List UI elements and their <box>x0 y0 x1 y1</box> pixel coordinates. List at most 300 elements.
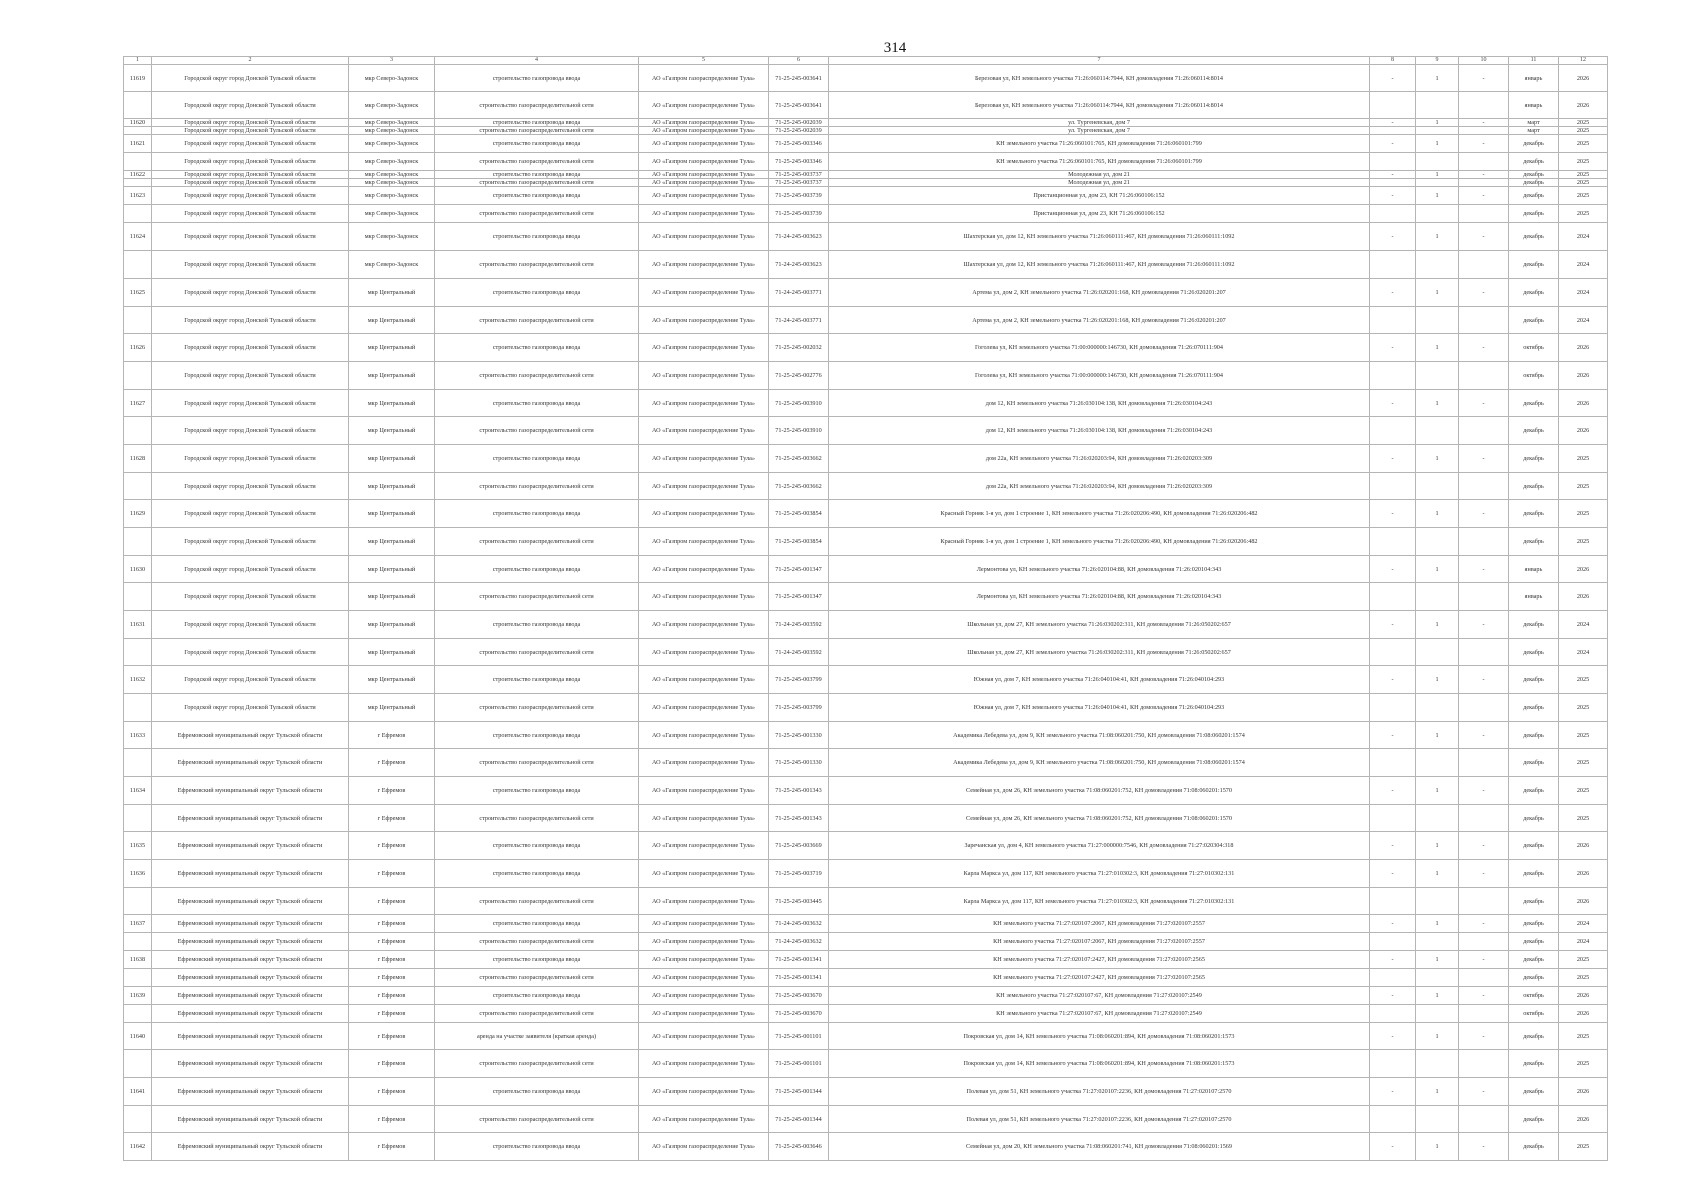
month-cell: декабрь <box>1509 888 1559 915</box>
value-10-cell: - <box>1459 1078 1509 1106</box>
value-8-cell: - <box>1370 951 1416 969</box>
page-number: 314 <box>883 40 907 56</box>
organization-cell: АО «Газпром газораспределение Тула» <box>639 722 769 749</box>
record-number-cell <box>124 153 152 171</box>
value-8-cell: - <box>1370 119 1416 127</box>
address-cell: Березовая ул, КН земельного участка 71:26:060114:7944, КН домовладения 71:26:060114:8014 <box>829 92 1370 119</box>
work-type-cell: строительство газопровода ввода <box>435 390 639 417</box>
municipality-cell: Городской округ город Донской Тульской области <box>152 119 349 127</box>
organization-cell: АО «Газпром газораспределение Тула» <box>639 445 769 473</box>
record-number-cell <box>124 583 152 611</box>
table-row <box>124 1005 1608 1023</box>
table-row <box>124 119 1608 127</box>
month-cell: декабрь <box>1509 153 1559 171</box>
address-cell: Лермонтова ул, КН земельного участка 71:26:020104:88, КН домовладения 71:26:020104:343 <box>829 556 1370 583</box>
table-row <box>124 500 1608 528</box>
month-cell: октябрь <box>1509 334 1559 362</box>
work-type-cell: строительство газопровода ввода <box>435 500 639 528</box>
address-cell: Академика Лебедева ул, дом 9, КН земельного участка 71:08:060201:750, КН домовладения 71:08:060201:1574 <box>829 749 1370 777</box>
column-number: 10 <box>1459 57 1509 65</box>
value-9-cell <box>1416 307 1459 334</box>
table-row <box>124 65 1608 92</box>
value-9-cell <box>1416 1106 1459 1133</box>
year-cell: 2025 <box>1559 153 1608 171</box>
value-8-cell <box>1370 969 1416 987</box>
organization-cell: АО «Газпром газораспределение Тула» <box>639 390 769 417</box>
year-cell: 2026 <box>1559 556 1608 583</box>
table-row <box>124 473 1608 500</box>
record-number-cell: 11620 <box>124 119 152 127</box>
work-type-cell: строительство газораспределительной сети <box>435 473 639 500</box>
record-number-cell: 11632 <box>124 666 152 694</box>
organization-cell: АО «Газпром газораспределение Тула» <box>639 1050 769 1078</box>
application-number-cell: 71-25-245-003910 <box>769 390 829 417</box>
table-row <box>124 1023 1608 1050</box>
month-cell: декабрь <box>1509 722 1559 749</box>
year-cell: 2025 <box>1559 500 1608 528</box>
address-cell: Гоголева ул, КН земельного участка 71:00:000000:146730, КН домовладения 71:26:070111:904 <box>829 334 1370 362</box>
organization-cell: АО «Газпром газораспределение Тула» <box>639 279 769 307</box>
organization-cell: АО «Газпром газораспределение Тула» <box>639 1023 769 1050</box>
table-row <box>124 805 1608 832</box>
work-type-cell: строительство газораспределительной сети <box>435 933 639 951</box>
record-number-cell <box>124 1106 152 1133</box>
work-type-cell: строительство газопровода ввода <box>435 556 639 583</box>
organization-cell: АО «Газпром газораспределение Тула» <box>639 860 769 888</box>
work-type-cell: строительство газораспределительной сети <box>435 1106 639 1133</box>
work-type-cell: строительство газопровода ввода <box>435 187 639 205</box>
address-cell: Молодежная ул, дом 21 <box>829 179 1370 187</box>
locality-cell: г Ефремов <box>349 1106 435 1133</box>
organization-cell: АО «Газпром газораспределение Тула» <box>639 951 769 969</box>
record-number-cell <box>124 528 152 556</box>
value-10-cell <box>1459 749 1509 777</box>
record-number-cell: 11634 <box>124 777 152 805</box>
value-8-cell: - <box>1370 915 1416 933</box>
work-type-cell: строительство газопровода ввода <box>435 915 639 933</box>
municipality-cell: Ефремовский муниципальный округ Тульской области <box>152 1005 349 1023</box>
value-8-cell <box>1370 694 1416 722</box>
month-cell: октябрь <box>1509 362 1559 390</box>
value-8-cell <box>1370 639 1416 666</box>
value-8-cell: - <box>1370 445 1416 473</box>
column-number: 11 <box>1509 57 1559 65</box>
work-type-cell: строительство газопровода ввода <box>435 223 639 251</box>
organization-cell: АО «Газпром газораспределение Тула» <box>639 187 769 205</box>
application-number-cell: 71-25-245-003910 <box>769 417 829 445</box>
value-10-cell <box>1459 969 1509 987</box>
locality-cell: г Ефремов <box>349 722 435 749</box>
value-8-cell: - <box>1370 500 1416 528</box>
address-cell: Карла Маркса ул, дом 117, КН земельного участка 71:27:010302:3, КН домовладения 71:27:010302:131 <box>829 860 1370 888</box>
work-type-cell: строительство газораспределительной сети <box>435 417 639 445</box>
work-type-cell: строительство газораспределительной сети <box>435 153 639 171</box>
value-8-cell: - <box>1370 722 1416 749</box>
value-8-cell: - <box>1370 171 1416 179</box>
address-cell: ул. Тургеневская, дом 7 <box>829 127 1370 135</box>
locality-cell: мкр Северо-Задонск <box>349 65 435 92</box>
address-cell: КН земельного участка 71:27:020107:67, КН домовладения 71:27:020107:2549 <box>829 1005 1370 1023</box>
month-cell: январь <box>1509 92 1559 119</box>
work-type-cell: строительство газораспределительной сети <box>435 179 639 187</box>
value-9-cell <box>1416 179 1459 187</box>
year-cell: 2024 <box>1559 307 1608 334</box>
value-10-cell <box>1459 179 1509 187</box>
locality-cell: мкр Северо-Задонск <box>349 119 435 127</box>
work-type-cell: строительство газораспределительной сети <box>435 362 639 390</box>
work-type-cell: строительство газораспределительной сети <box>435 694 639 722</box>
record-number-cell: 11627 <box>124 390 152 417</box>
organization-cell: АО «Газпром газораспределение Тула» <box>639 639 769 666</box>
application-number-cell: 71-25-245-003799 <box>769 694 829 722</box>
record-number-cell <box>124 1050 152 1078</box>
application-number-cell: 71-25-245-003669 <box>769 832 829 860</box>
month-cell: декабрь <box>1509 205 1559 223</box>
application-number-cell: 71-25-245-003854 <box>769 528 829 556</box>
record-number-cell <box>124 251 152 279</box>
application-number-cell: 71-25-245-001330 <box>769 722 829 749</box>
municipality-cell: Ефремовский муниципальный округ Тульской области <box>152 888 349 915</box>
organization-cell: АО «Газпром газораспределение Тула» <box>639 362 769 390</box>
value-8-cell <box>1370 362 1416 390</box>
address-cell: Южная ул, дом 7, КН земельного участка 71:26:040104:41, КН домовладения 71:26:040104:293 <box>829 666 1370 694</box>
value-9-cell <box>1416 362 1459 390</box>
month-cell: декабрь <box>1509 777 1559 805</box>
application-number-cell: 71-25-245-001341 <box>769 951 829 969</box>
locality-cell: мкр Центральный <box>349 445 435 473</box>
application-number-cell: 71-25-245-002039 <box>769 119 829 127</box>
municipality-cell: Городской округ город Донской Тульской области <box>152 187 349 205</box>
locality-cell: мкр Центральный <box>349 500 435 528</box>
year-cell: 2025 <box>1559 805 1608 832</box>
year-cell: 2024 <box>1559 279 1608 307</box>
locality-cell: г Ефремов <box>349 1078 435 1106</box>
year-cell: 2025 <box>1559 666 1608 694</box>
table-row <box>124 969 1608 987</box>
year-cell: 2025 <box>1559 205 1608 223</box>
record-number-cell <box>124 749 152 777</box>
address-cell: КН земельного участка 71:26:060101:765, КН домовладения 71:26:060101:799 <box>829 135 1370 153</box>
value-9-cell <box>1416 694 1459 722</box>
record-number-cell: 11623 <box>124 187 152 205</box>
column-number: 2 <box>152 57 349 65</box>
organization-cell: АО «Газпром газораспределение Тула» <box>639 915 769 933</box>
address-cell: Покровская ул, дом 14, КН земельного участка 71:08:060201:894, КН домовладения 71:08:060201:1573 <box>829 1023 1370 1050</box>
value-10-cell <box>1459 694 1509 722</box>
municipality-cell: Городской округ город Донской Тульской области <box>152 639 349 666</box>
organization-cell: АО «Газпром газораспределение Тула» <box>639 611 769 639</box>
value-8-cell <box>1370 805 1416 832</box>
value-10-cell <box>1459 933 1509 951</box>
application-number-cell: 71-25-245-001330 <box>769 749 829 777</box>
value-10-cell: - <box>1459 951 1509 969</box>
value-9-cell <box>1416 888 1459 915</box>
municipality-cell: Ефремовский муниципальный округ Тульской области <box>152 1023 349 1050</box>
application-number-cell: 71-25-245-003346 <box>769 153 829 171</box>
address-cell: Южная ул, дом 7, КН земельного участка 71:26:040104:41, КН домовладения 71:26:040104:293 <box>829 694 1370 722</box>
application-number-cell: 71-25-245-003646 <box>769 1133 829 1161</box>
month-cell: декабрь <box>1509 639 1559 666</box>
record-number-cell <box>124 127 152 135</box>
application-number-cell: 71-25-245-001344 <box>769 1106 829 1133</box>
year-cell: 2026 <box>1559 390 1608 417</box>
work-type-cell: строительство газопровода ввода <box>435 119 639 127</box>
record-number-cell: 11637 <box>124 915 152 933</box>
application-number-cell: 71-25-245-003854 <box>769 500 829 528</box>
value-9-cell: 1 <box>1416 1078 1459 1106</box>
month-cell: январь <box>1509 556 1559 583</box>
locality-cell: г Ефремов <box>349 987 435 1005</box>
value-10-cell <box>1459 127 1509 135</box>
application-number-cell: 71-25-245-001344 <box>769 1078 829 1106</box>
value-8-cell <box>1370 473 1416 500</box>
work-type-cell: строительство газопровода ввода <box>435 611 639 639</box>
work-type-cell: строительство газораспределительной сети <box>435 805 639 832</box>
address-cell: Артема ул, дом 2, КН земельного участка 71:26:020201:168, КН домовладения 71:26:020201:207 <box>829 279 1370 307</box>
application-number-cell: 71-25-245-001343 <box>769 777 829 805</box>
organization-cell: АО «Газпром газораспределение Тула» <box>639 135 769 153</box>
organization-cell: АО «Газпром газораспределение Тула» <box>639 832 769 860</box>
application-number-cell: 71-24-245-003623 <box>769 251 829 279</box>
locality-cell: мкр Северо-Задонск <box>349 153 435 171</box>
locality-cell: г Ефремов <box>349 969 435 987</box>
organization-cell: АО «Газпром газораспределение Тула» <box>639 556 769 583</box>
month-cell: декабрь <box>1509 832 1559 860</box>
address-cell: Шахтерская ул, дом 12, КН земельного участка 71:26:060111:467, КН домовладения 71:26:060111:1092 <box>829 223 1370 251</box>
application-number-cell: 71-25-245-001341 <box>769 969 829 987</box>
month-cell: март <box>1509 127 1559 135</box>
month-cell: октябрь <box>1509 1005 1559 1023</box>
locality-cell: мкр Северо-Задонск <box>349 135 435 153</box>
value-8-cell: - <box>1370 1078 1416 1106</box>
address-cell: Покровская ул, дом 14, КН земельного участка 71:08:060201:894, КН домовладения 71:08:060201:1573 <box>829 1050 1370 1078</box>
municipality-cell: Городской округ город Донской Тульской области <box>152 445 349 473</box>
municipality-cell: Ефремовский муниципальный округ Тульской области <box>152 915 349 933</box>
value-10-cell: - <box>1459 119 1509 127</box>
record-number-cell: 11635 <box>124 832 152 860</box>
year-cell: 2025 <box>1559 777 1608 805</box>
municipality-cell: Городской округ город Донской Тульской области <box>152 127 349 135</box>
work-type-cell: строительство газораспределительной сети <box>435 583 639 611</box>
year-cell: 2026 <box>1559 362 1608 390</box>
table-row <box>124 832 1608 860</box>
table-row <box>124 1078 1608 1106</box>
organization-cell: АО «Газпром газораспределение Тула» <box>639 307 769 334</box>
value-10-cell: - <box>1459 832 1509 860</box>
locality-cell: мкр Северо-Задонск <box>349 179 435 187</box>
record-number-cell <box>124 888 152 915</box>
address-cell: КН земельного участка 71:27:020107:2427, КН домовладения 71:27:020107:2565 <box>829 951 1370 969</box>
month-cell: декабрь <box>1509 135 1559 153</box>
application-number-cell: 71-24-245-003632 <box>769 933 829 951</box>
locality-cell: г Ефремов <box>349 951 435 969</box>
value-9-cell: 1 <box>1416 171 1459 179</box>
organization-cell: АО «Газпром газораспределение Тула» <box>639 65 769 92</box>
work-type-cell: строительство газораспределительной сети <box>435 127 639 135</box>
organization-cell: АО «Газпром газораспределение Тула» <box>639 933 769 951</box>
locality-cell: мкр Северо-Задонск <box>349 251 435 279</box>
table-row <box>124 223 1608 251</box>
value-9-cell <box>1416 153 1459 171</box>
locality-cell: мкр Северо-Задонск <box>349 187 435 205</box>
work-type-cell: строительство газораспределительной сети <box>435 639 639 666</box>
application-number-cell: 71-25-245-003641 <box>769 92 829 119</box>
work-type-cell: строительство газопровода ввода <box>435 1133 639 1161</box>
value-9-cell: 1 <box>1416 279 1459 307</box>
municipality-cell: Ефремовский муниципальный округ Тульской области <box>152 832 349 860</box>
year-cell: 2025 <box>1559 528 1608 556</box>
value-8-cell <box>1370 153 1416 171</box>
value-9-cell <box>1416 933 1459 951</box>
value-9-cell <box>1416 1050 1459 1078</box>
municipality-cell: Ефремовский муниципальный округ Тульской области <box>152 749 349 777</box>
municipality-cell: Городской округ город Донской Тульской области <box>152 205 349 223</box>
record-number-cell <box>124 639 152 666</box>
value-8-cell: - <box>1370 611 1416 639</box>
application-number-cell: 71-24-245-003771 <box>769 279 829 307</box>
municipality-cell: Ефремовский муниципальный округ Тульской области <box>152 1133 349 1161</box>
organization-cell: АО «Газпром газораспределение Тула» <box>639 777 769 805</box>
value-9-cell: 1 <box>1416 666 1459 694</box>
table-row <box>124 92 1608 119</box>
value-10-cell: - <box>1459 390 1509 417</box>
address-cell: КН земельного участка 71:27:020107:67, КН домовладения 71:27:020107:2549 <box>829 987 1370 1005</box>
month-cell: декабрь <box>1509 223 1559 251</box>
value-8-cell: - <box>1370 987 1416 1005</box>
organization-cell: АО «Газпром газораспределение Тула» <box>639 1078 769 1106</box>
value-10-cell: - <box>1459 777 1509 805</box>
value-9-cell: 1 <box>1416 223 1459 251</box>
value-9-cell: 1 <box>1416 500 1459 528</box>
value-9-cell <box>1416 969 1459 987</box>
application-number-cell: 71-25-245-003739 <box>769 187 829 205</box>
municipality-cell: Городской округ город Донской Тульской области <box>152 583 349 611</box>
year-cell: 2026 <box>1559 583 1608 611</box>
year-cell: 2026 <box>1559 65 1608 92</box>
application-number-cell: 71-24-245-003632 <box>769 915 829 933</box>
application-number-cell: 71-25-245-003662 <box>769 445 829 473</box>
municipality-cell: Городской округ город Донской Тульской области <box>152 334 349 362</box>
address-cell: дом 22а, КН земельного участка 71:26:020203:94, КН домовладения 71:26:020203:309 <box>829 473 1370 500</box>
year-cell: 2025 <box>1559 127 1608 135</box>
value-8-cell: - <box>1370 666 1416 694</box>
municipality-cell: Ефремовский муниципальный округ Тульской области <box>152 987 349 1005</box>
table-row <box>124 445 1608 473</box>
table-row <box>124 279 1608 307</box>
table-row <box>124 205 1608 223</box>
year-cell: 2024 <box>1559 639 1608 666</box>
column-number: 4 <box>435 57 639 65</box>
value-10-cell: - <box>1459 445 1509 473</box>
year-cell: 2025 <box>1559 722 1608 749</box>
record-number-cell: 11630 <box>124 556 152 583</box>
application-number-cell: 71-25-245-003641 <box>769 65 829 92</box>
table-row <box>124 639 1608 666</box>
work-type-cell: строительство газораспределительной сети <box>435 307 639 334</box>
value-8-cell: - <box>1370 65 1416 92</box>
work-type-cell: строительство газораспределительной сети <box>435 969 639 987</box>
organization-cell: АО «Газпром газораспределение Тула» <box>639 969 769 987</box>
locality-cell: мкр Центральный <box>349 362 435 390</box>
address-cell: Березовая ул, КН земельного участка 71:26:060114:7944, КН домовладения 71:26:060114:8014 <box>829 65 1370 92</box>
value-10-cell <box>1459 307 1509 334</box>
record-number-cell: 11631 <box>124 611 152 639</box>
municipality-cell: Городской округ город Донской Тульской области <box>152 92 349 119</box>
table-row <box>124 153 1608 171</box>
value-9-cell <box>1416 127 1459 135</box>
record-number-cell <box>124 969 152 987</box>
month-cell: декабрь <box>1509 969 1559 987</box>
organization-cell: АО «Газпром газораспределение Тула» <box>639 749 769 777</box>
year-cell: 2024 <box>1559 251 1608 279</box>
year-cell: 2025 <box>1559 473 1608 500</box>
month-cell: декабрь <box>1509 445 1559 473</box>
application-number-cell: 71-25-245-001101 <box>769 1023 829 1050</box>
record-number-cell: 11636 <box>124 860 152 888</box>
value-10-cell <box>1459 639 1509 666</box>
value-8-cell <box>1370 1005 1416 1023</box>
address-cell: Школьная ул, дом 27, КН земельного участка 71:26:030202:311, КН домовладения 71:26:050202:657 <box>829 611 1370 639</box>
address-cell: Семейная ул, дом 26, КН земельного участка 71:08:060201:752, КН домовладения 71:08:060201:1570 <box>829 777 1370 805</box>
value-9-cell <box>1416 528 1459 556</box>
application-number-cell: 71-25-245-003719 <box>769 860 829 888</box>
value-9-cell: 1 <box>1416 832 1459 860</box>
record-number-cell <box>124 362 152 390</box>
month-cell: декабрь <box>1509 694 1559 722</box>
work-type-cell: строительство газопровода ввода <box>435 832 639 860</box>
municipality-cell: Ефремовский муниципальный округ Тульской области <box>152 969 349 987</box>
value-10-cell <box>1459 251 1509 279</box>
value-8-cell <box>1370 307 1416 334</box>
table-row <box>124 1133 1608 1161</box>
value-9-cell: 1 <box>1416 119 1459 127</box>
address-cell: Заречанская ул, дом 4, КН земельного участка 71:27:000000:7546, КН домовладения 71:27:020304:318 <box>829 832 1370 860</box>
work-type-cell: строительство газораспределительной сети <box>435 1005 639 1023</box>
value-9-cell <box>1416 1005 1459 1023</box>
locality-cell: г Ефремов <box>349 1005 435 1023</box>
work-type-cell: строительство газораспределительной сети <box>435 749 639 777</box>
value-10-cell: - <box>1459 500 1509 528</box>
table-row <box>124 171 1608 179</box>
value-10-cell <box>1459 805 1509 832</box>
locality-cell: г Ефремов <box>349 888 435 915</box>
application-number-cell: 71-25-245-003346 <box>769 135 829 153</box>
municipality-cell: Городской округ город Донской Тульской области <box>152 153 349 171</box>
work-type-cell: строительство газопровода ввода <box>435 777 639 805</box>
value-8-cell <box>1370 583 1416 611</box>
value-8-cell <box>1370 92 1416 119</box>
work-type-cell: строительство газопровода ввода <box>435 666 639 694</box>
municipality-cell: Городской округ город Донской Тульской области <box>152 528 349 556</box>
municipality-cell: Городской округ город Донской Тульской области <box>152 500 349 528</box>
value-10-cell: - <box>1459 187 1509 205</box>
month-cell: январь <box>1509 583 1559 611</box>
record-number-cell <box>124 417 152 445</box>
municipality-cell: Ефремовский муниципальный округ Тульской области <box>152 1078 349 1106</box>
organization-cell: АО «Газпром газораспределение Тула» <box>639 666 769 694</box>
year-cell: 2025 <box>1559 694 1608 722</box>
address-cell: Молодежная ул, дом 21 <box>829 171 1370 179</box>
value-9-cell: 1 <box>1416 951 1459 969</box>
year-cell: 2024 <box>1559 223 1608 251</box>
table-row <box>124 666 1608 694</box>
municipality-cell: Ефремовский муниципальный округ Тульской области <box>152 933 349 951</box>
table-row <box>124 860 1608 888</box>
column-number: 1 <box>124 57 152 65</box>
record-number-cell: 11619 <box>124 65 152 92</box>
record-number-cell: 11629 <box>124 500 152 528</box>
year-cell: 2026 <box>1559 417 1608 445</box>
